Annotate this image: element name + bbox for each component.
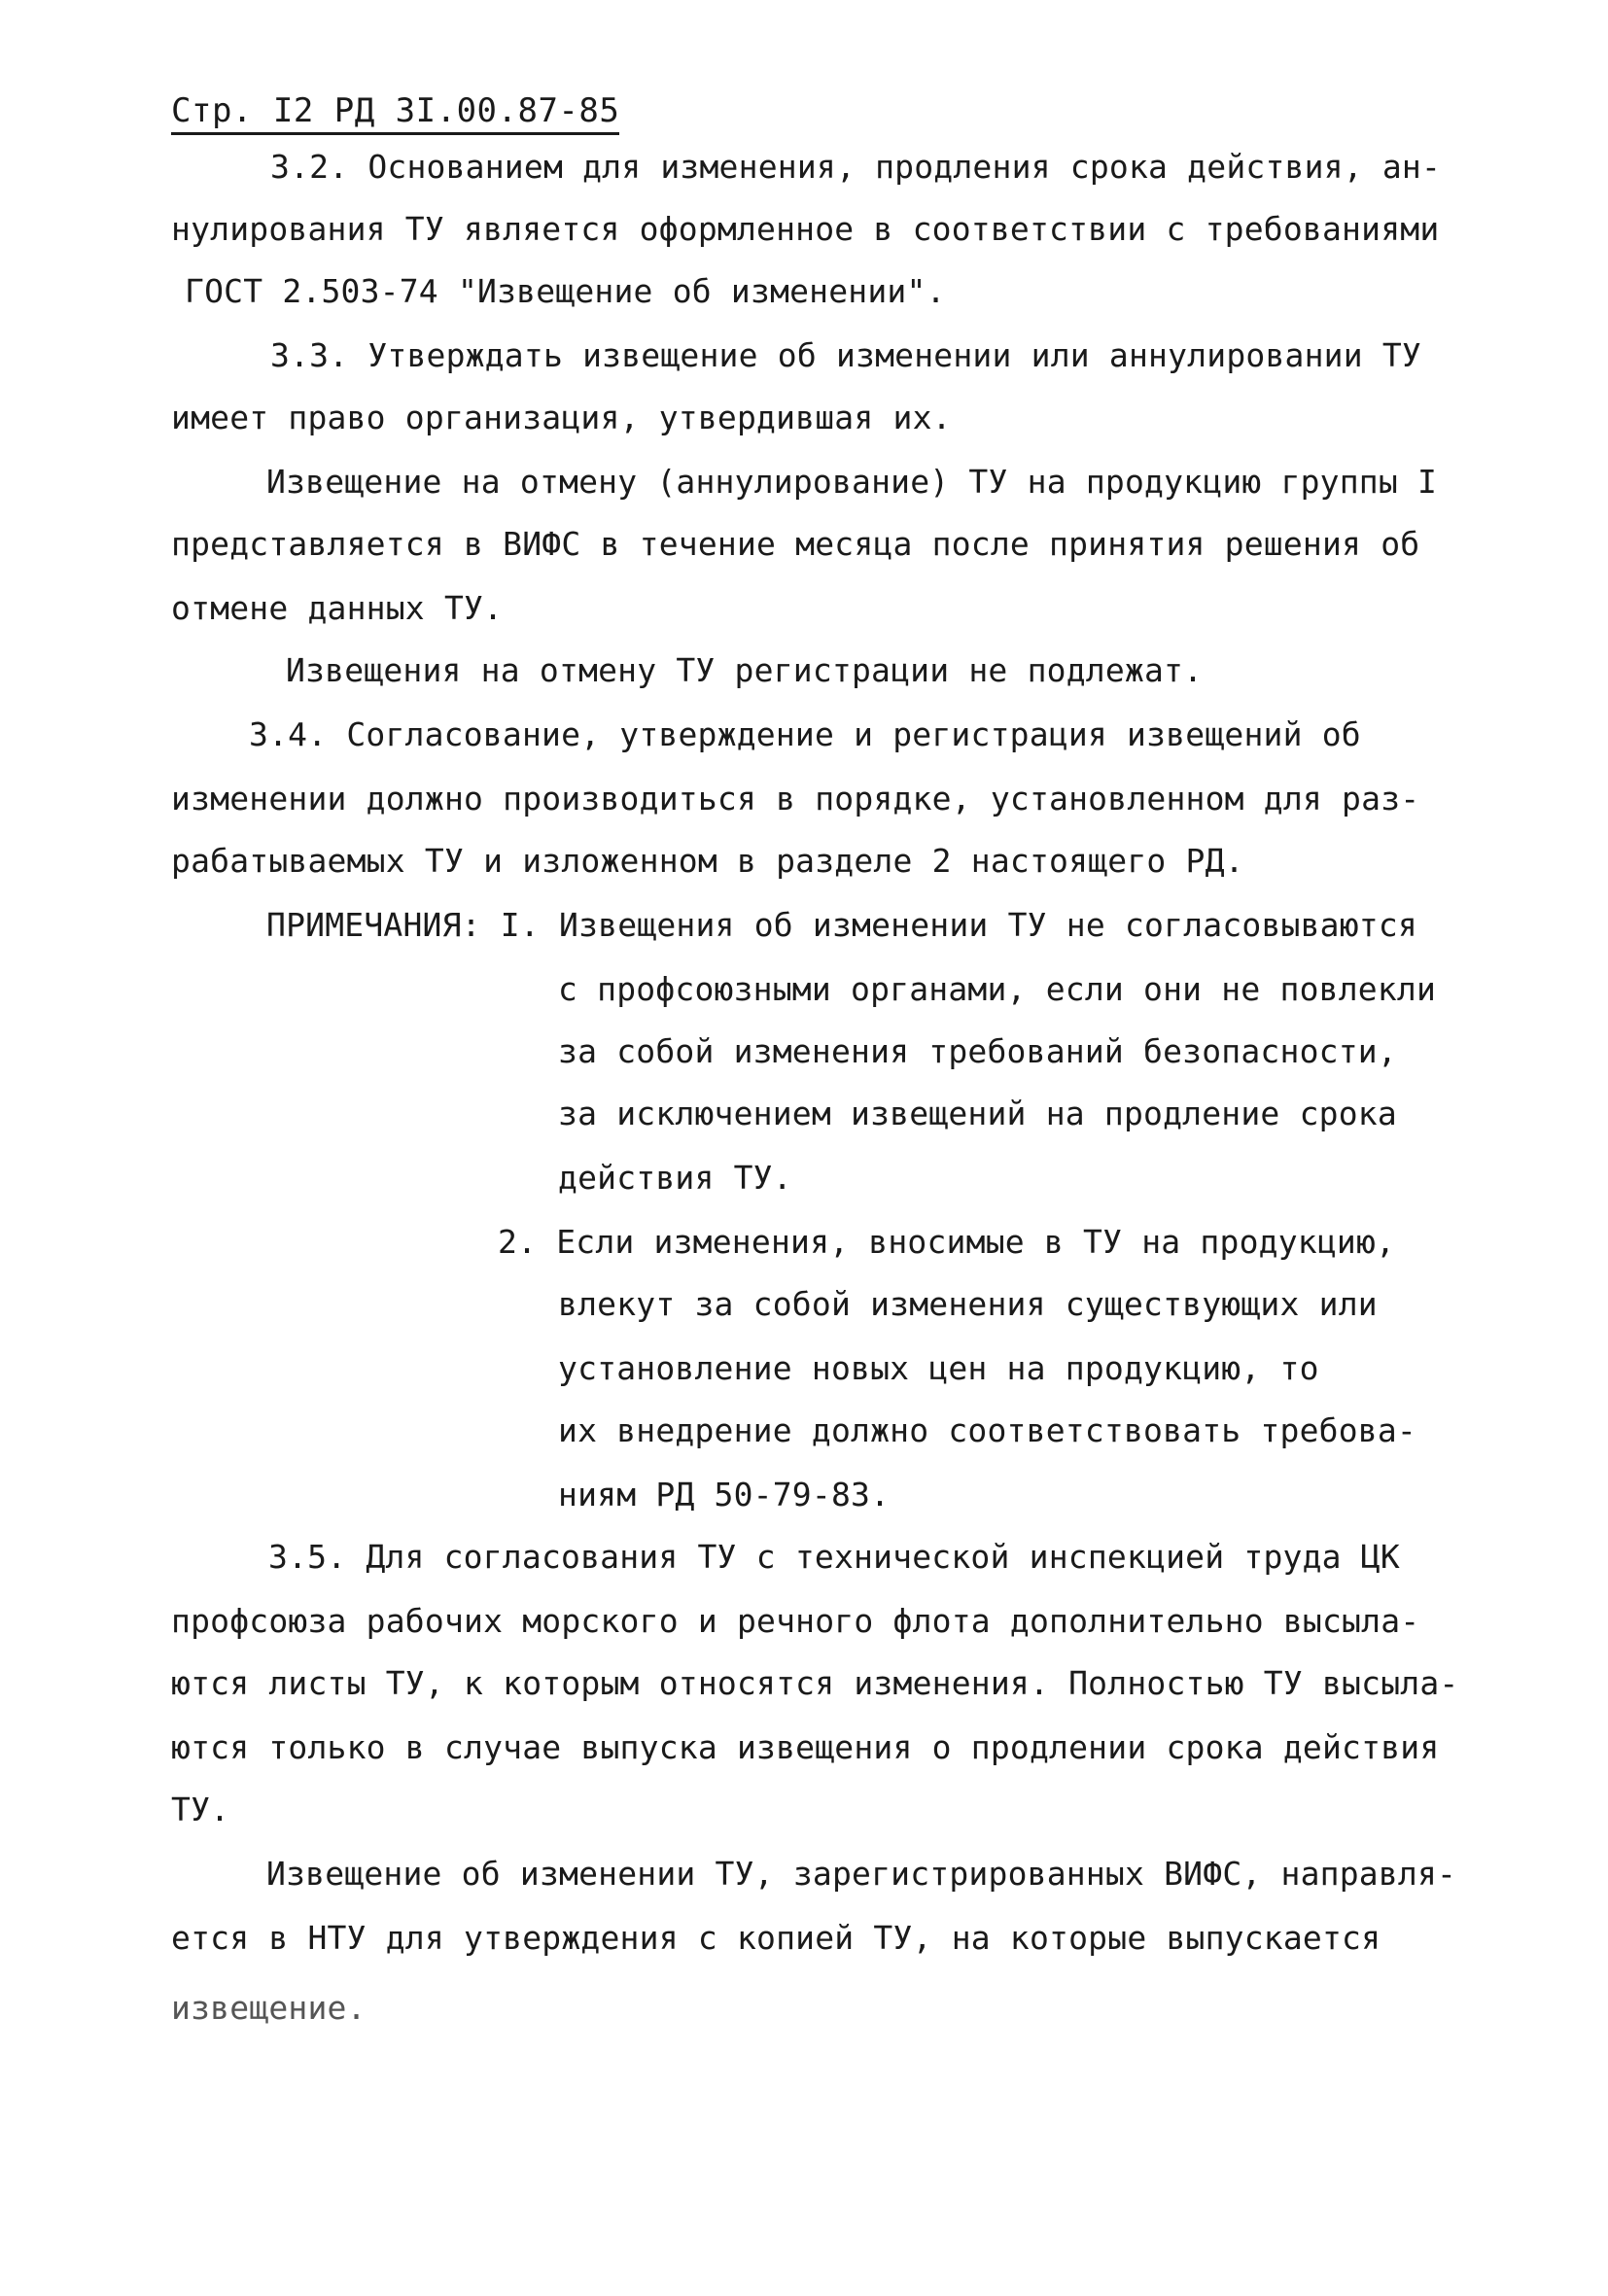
page-header: Стр. I2 РД 3I.00.87-85 xyxy=(171,89,619,135)
paragraph-line: ется в НТУ для утверждения с копией ТУ, на которые выпускается xyxy=(171,1919,1381,1957)
paragraph-line: имеет право организация, утвердившая их. xyxy=(171,399,952,436)
paragraph-line: профсоюза рабочих морского и речного флота дополнительно высыла- xyxy=(171,1602,1420,1640)
paragraph-line: ТУ. xyxy=(171,1791,230,1828)
paragraph-line: 3.4. Согласование, утверждение и регистрация извещений об xyxy=(249,715,1361,753)
paragraph-line: ются только в случае выпуска извещения о продлении срока действия xyxy=(171,1728,1440,1766)
paragraph-line: Извещение на отмену (аннулирование) ТУ на продукцию группы I xyxy=(266,463,1438,501)
paragraph-line: Извещение об изменении ТУ, зарегистрированных ВИФС, направля- xyxy=(266,1855,1457,1893)
paragraph-line: 3.5. Для согласования ТУ с технической инспекцией труда ЦК xyxy=(268,1538,1400,1576)
paragraph-line: извещение. xyxy=(171,1989,367,2027)
paragraph-line: отмене данных ТУ. xyxy=(171,589,504,627)
note-line: ниям РД 50-79-83. xyxy=(558,1476,891,1513)
note-line: за собой изменения требований безопасности, xyxy=(558,1032,1397,1070)
note-line: действия ТУ. xyxy=(558,1159,792,1197)
paragraph-line: рабатываемых ТУ и изложенном в разделе 2 настоящего РД. xyxy=(171,842,1244,880)
note-line: с профсоюзными органами, если они не повлекли xyxy=(558,970,1437,1008)
note-line: 2. Если изменения, вносимые в ТУ на продукцию, xyxy=(498,1223,1396,1261)
paragraph-line: 3.3. Утверждать извещение об изменении или аннулировании ТУ xyxy=(270,336,1421,374)
paragraph-line: ГОСТ 2.503-74 "Извещение об изменении". xyxy=(185,272,946,310)
paragraph-line: ются листы ТУ, к которым относятся изменения. Полностью ТУ высыла- xyxy=(171,1664,1459,1702)
note-line: влекут за собой изменения существующих или xyxy=(558,1285,1378,1323)
paragraph-line: 3.2. Основанием для изменения, продления срока действия, ан- xyxy=(270,148,1442,186)
paragraph-line: нулирования ТУ является оформленное в соответствии с требованиями xyxy=(171,210,1440,248)
note-line: их внедрение должно соответствовать требова- xyxy=(558,1411,1416,1449)
paragraph-line: изменении должно производиться в порядке, установленном для раз- xyxy=(171,780,1420,818)
note-line: установление новых цен на продукцию, то xyxy=(558,1349,1319,1387)
note-line: за исключением извещений на продление срока xyxy=(558,1095,1397,1132)
paragraph-line: представляется в ВИФС в течение месяца после принятия решения об xyxy=(171,525,1420,563)
note-line: ПРИМЕЧАНИЯ: I. Извещения об изменении ТУ не согласовываются xyxy=(266,906,1417,944)
paragraph-line: Извещения на отмену ТУ регистрации не подлежат. xyxy=(286,651,1204,689)
